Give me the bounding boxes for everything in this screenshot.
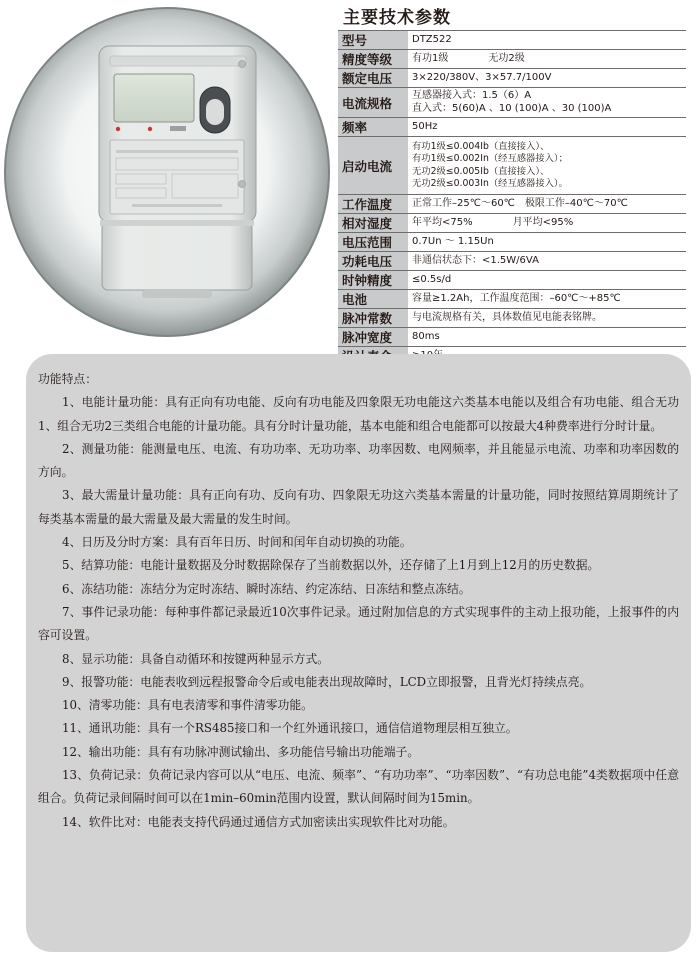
spec-title: 主要技术参数	[343, 8, 451, 28]
spec-row	[338, 233, 686, 252]
spec-row	[338, 214, 686, 233]
spec-label: 电流规格	[338, 88, 408, 118]
spec-value: 50Hz	[408, 118, 686, 137]
feature-item: 4、日历及分时方案：具有百年日历、时间和闰年自动切换的功能。	[62, 535, 412, 550]
spec-value: 80ms	[408, 328, 686, 347]
spec-row	[338, 137, 686, 195]
spec-row	[338, 271, 686, 290]
meter-led	[116, 127, 120, 131]
spec-row	[338, 118, 686, 137]
spec-value: 0.7Un ～ 1.15Un	[408, 233, 686, 252]
feature-item: 6、冻结功能：冻结分为定时冻结、瞬时冻结、约定冻结、日冻结和整点冻结。	[62, 581, 471, 596]
feature-item: 11、通讯功能：具有一个RS485接口和一个红外通讯接口，通信信道物理层相互独立。	[62, 721, 518, 736]
feature-item: 5、结算功能：电能计量数据及分时数据除保存了当前数据以外，还存储了上1月到上12月的历史数据。	[62, 558, 600, 573]
meter-lcd	[114, 74, 194, 122]
spec-label: 精度等级	[338, 50, 408, 69]
spec-value: 互感器接入式：1.5（6）A 直入式：5(60)A 、10 (100)A 、30 (100)A	[408, 88, 686, 118]
features-panel	[26, 354, 691, 952]
spec-value: 年平均<75% 月平均<95%	[408, 214, 686, 233]
meter-terminal-cover	[102, 222, 252, 290]
feature-item: 12、输出功能：具有有功脉冲测试输出、多功能信号输出功能端子。	[62, 744, 420, 759]
features-heading: 功能特点：	[38, 372, 97, 386]
feature-item: 1、电能计量功能：具有正向有功电能、反向有功电能及四象限无功电能这六类基本电能以及组合有功电能、组合无功1、组合无功2三类组合电能的计量功能。具有分时计量功能，基本电能和组合电能都可以按最大4种费率进行分时计量。	[38, 395, 679, 433]
spec-value: 容量≥1.2Ah，工作温度范围：–60℃～+85℃	[408, 290, 686, 309]
spec-value: 有功1级 无功2级	[408, 50, 686, 69]
spec-label: 工作温度	[338, 195, 408, 214]
spec-value: 有功1级≤0.004Ib（直接接入）、 有功1级≤0.002In（经互感器接入）； 无功2级≤0.005Ib（直接接入）、 无功2级≤0.003In（经互感器接入）。	[408, 137, 686, 195]
feature-item: 3、最大需量计量功能：具有正向有功、反向有功、四象限无功这六类基本需量的计量功能，同时按照结算周期统计了每类基本需量的最大需量及最大需量的发生时间。	[38, 488, 679, 526]
product-photo	[2, 4, 330, 342]
spec-value: 与电流规格有关，具体数值见电能表铭牌。	[408, 309, 686, 328]
spec-row	[338, 195, 686, 214]
spec-value: 正常工作–25℃～60℃ 极限工作–40℃～70℃	[408, 195, 686, 214]
feature-item: 10、清零功能：具有电表清零和事件清零功能。	[62, 698, 313, 713]
spec-row	[338, 328, 686, 347]
feature-item: 13、负荷记录：负荷记录内容可以从“电压、电流、频率”、“有功功率”、“功率因数”、“有功总电能”4类数据项中任意组合。负荷记录间隔时间可以在1min–60min范围内设置，默认间隔时间为15min。	[38, 768, 679, 806]
spec-label: 频率	[338, 118, 408, 137]
spec-table	[338, 30, 686, 385]
spec-row	[338, 50, 686, 69]
spec-value: DTZ522	[408, 31, 686, 50]
meter-led	[148, 127, 152, 131]
spec-row	[338, 290, 686, 309]
feature-item: 9、报警功能：电能表收到远程报警命令后或电能表出现故障时，LCD立即报警，且背光灯持续点亮。	[62, 674, 592, 689]
spec-label: 额定电压	[338, 69, 408, 88]
spec-label: 启动电流	[338, 137, 408, 195]
spec-row	[338, 31, 686, 50]
spec-row	[338, 88, 686, 118]
spec-label: 电池	[338, 290, 408, 309]
spec-row	[338, 252, 686, 271]
feature-item: 7、事件记录功能：每种事件都记录最近10次事件记录。通过附加信息的方式实现事件的主动上报功能，上报事件的内容可设置。	[38, 604, 679, 643]
spec-value: 非通信状态下：<1.5W/6VA	[408, 252, 686, 271]
spec-label: 电压范围	[338, 233, 408, 252]
spec-value: 3×220/380V、3×57.7/100V	[408, 69, 686, 88]
meter-name-strip	[110, 56, 246, 66]
spec-label: 脉冲宽度	[338, 328, 408, 347]
features-text	[38, 368, 679, 834]
feature-item: 2、测量功能：能测量电压、电流、有功功率、无功功率、功率因数、电网频率，并且能显示电流、功率和功率因数的方向。	[38, 441, 679, 480]
spec-row	[338, 309, 686, 328]
spec-label: 相对湿度	[338, 214, 408, 233]
spec-label: 型号	[338, 31, 408, 50]
spec-label: 脉冲常数	[338, 309, 408, 328]
spec-label: 时钟精度	[338, 271, 408, 290]
feature-item: 14、软件比对：电能表支持代码通过通信方式加密读出实现软件比对功能。	[62, 814, 455, 829]
spec-value: ≤0.5s/d	[408, 271, 686, 290]
spec-label: 功耗电压	[338, 252, 408, 271]
spec-row	[338, 69, 686, 88]
feature-item: 8、显示功能：具备自动循环和按键两种显示方式。	[62, 651, 330, 666]
